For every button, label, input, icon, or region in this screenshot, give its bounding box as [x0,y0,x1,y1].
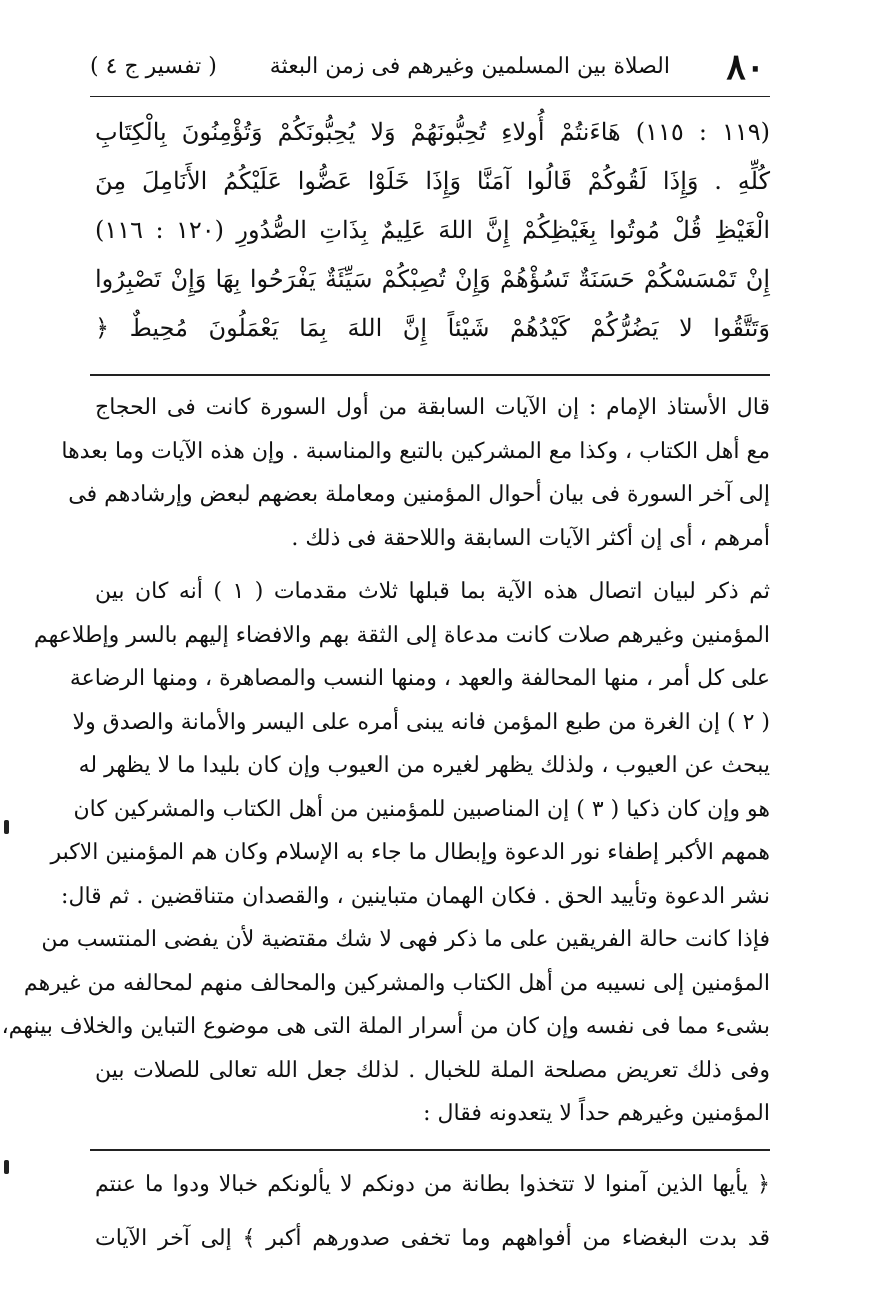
text-line: إلى آخر السورة فى بيان أحوال المؤمنين ومعاملة بعضهم لبعض وإرشادهم فى [68,482,770,507]
quran-verses [95,108,770,353]
page-number: ٨٠ [726,46,765,88]
text-line: المؤمنين إلى نسيبه من أهل الكتاب والمشركين والمحالف منهم لمحالفه من غيرهم [23,970,770,996]
text-line: همهم الأكبر إطفاء نور الدعوة وإبطال ما جاء به الإسلام وكان هم المؤمنين الاكبر [50,840,770,865]
scan-mark [4,1160,9,1174]
scan-mark [4,820,9,834]
footer-rule [90,1149,770,1151]
text-line: وفى ذلك تعريض مصلحة الملة للخبال . لذلك جعل الله تعالى للصلات بين [95,1057,770,1083]
verse-separator-rule [90,374,770,376]
footer-line: ﴿ يأيها الذين آمنوا لا تتخذوا بطانة من دونكم لا يألونكم خبالا ودوا ما عنتم [95,1172,770,1197]
text-line: مع أهل الكتاب ، وكذا مع المشركين بالتبع والمناسبة . وإن هذه الآيات وما بعدها [61,438,770,464]
text-line: فإذا كانت حالة الفريقين على ما ذكر فهى لا شك مقتضية لأن يفضى المنتسب من [41,927,770,952]
running-title: الصلاة بين المسلمين وغيرهم فى زمن البعثة [269,54,670,79]
next-verses [95,1158,770,1266]
footer-line: قد بدت البغضاء من أفواههم وما تخفى صدورهم أكبر ﴾ إلى آخر الآيات [95,1226,770,1251]
quran-line: وَتَتَّقُوا لا يَضُرُّكُمْ كَيْدُهُمْ شَيْئاً إِنَّ اللهَ بِمَا يَعْمَلُونَ مُحِيطٌ ﴿ [95,314,770,342]
text-line: هو وإن كان ذكيا ( ٣ ) إن المناصبين للمؤمنين من أهل الكتاب والمشركين كان [73,796,770,822]
text-line: المؤمنين وغيرهم صلات كانت مدعاة إلى الثقة بهم والافضاء إليهم بالسر وإطلاعهم [33,622,770,648]
quran-line: (١١٩ : ١١٥) هَاءَنتُمْ أُولاءِ تُحِبُّونَهُمْ وَلا يُحِبُّونَكُمْ وَتُؤْمِنُونَ بِالْكِتَابِ [95,118,770,146]
quran-line: كُلِّهِ . وَإِذَا لَقُوكُمْ قَالُوا آمَنَّا وَإِذَا خَلَوْا عَضُّوا عَلَيْكُمُ الأَنَامِلَ مِنَ [95,167,770,195]
quran-line: إِنْ تَمْسَسْكُمْ حَسَنَةٌ تَسُؤْهُمْ وَإِنْ تُصِبْكُمْ سَيِّئَةٌ يَفْرَحُوا بِهَا وَإِنْ تَصْبِرُوا [95,265,770,293]
text-line: على كل أمر ، منها المحالفة والعهد ، ومنها النسب والمصاهرة ، ومنها الرضاعة [69,666,770,691]
text-line: قال الأستاذ الإمام : إن الآيات السابقة من أول السورة كانت فى الحجاج [95,395,770,420]
text-line: نشر الدعوة وتأييد الحق . فكان الهمان متباينين ، والقصدان متناقضين . ثم قال: [61,883,770,909]
volume-label: ( تفسير ج ٤ ) [90,54,217,79]
commentary-paragraph-2 [1,570,770,1136]
page-header [90,44,765,94]
text-line: بشىء مما فى نفسه وإن كان من أسرار الملة التى هى موضوع التباين والخلاف بينهم، [1,1014,770,1039]
header-rule [90,96,770,97]
text-line: أمرهم ، أى إن أكثر الآيات السابقة واللاحقة فى ذلك . [291,525,770,551]
commentary-paragraph-1 [61,386,770,560]
text-line: ( ٢ ) إن الغرة من طبع المؤمن فانه يبنى أمره على اليسر والأمانة والصدق ولا [72,709,770,735]
text-line: يبحث عن العيوب ، ولذلك يظهر لغيره من العيوب وإن كان بليدا ما لا يظهر له [78,753,770,778]
text-line: ثم ذكر لبيان اتصال هذه الآية بما قبلها ثلاث مقدمات ( ١ ) أنه كان بين [95,579,770,604]
text-line: المؤمنين وغيرهم حداً لا يتعدونه فقال : [423,1101,770,1126]
commentary-text [1,386,770,1136]
quran-line: الْغَيْظِ قُلْ مُوتُوا بِغَيْظِكُمْ إِنَّ اللهَ عَلِيمٌ بِذَاتِ الصُّدُورِ (١٢٠ : ١١٦) [95,216,770,244]
